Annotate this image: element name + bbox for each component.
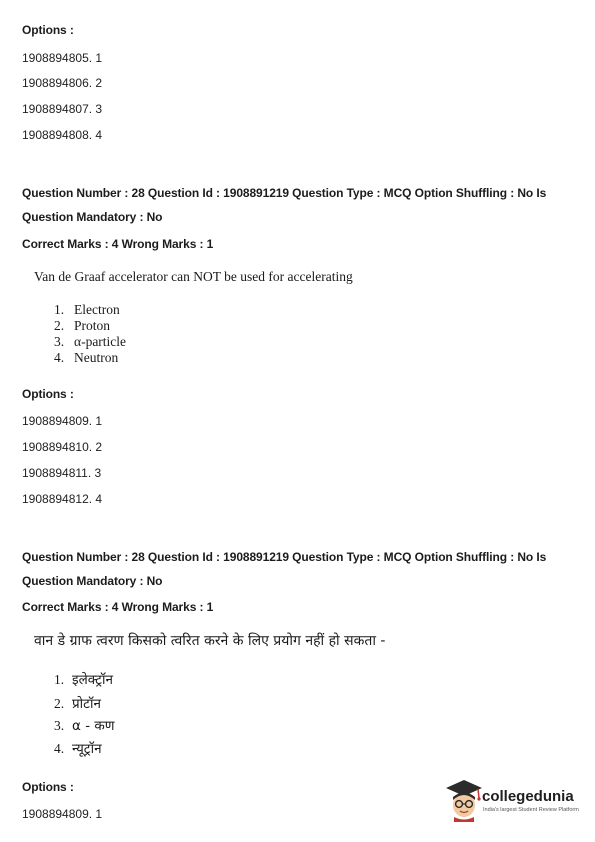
options-label: Options : [22,23,74,37]
options-label: Options : [22,780,74,794]
choice-item: 2. प्रोटॉन [54,696,101,712]
choice-item: 1. Electron [54,302,120,317]
option-item: 1908894808. 4 [22,128,103,142]
question-text: वान डे ग्राफ त्वरण किसको त्वरित करने के लिए प्रयोग नहीं हो सकता - [34,633,386,649]
option-item: 1908894809. 1 [22,414,103,428]
question-mandatory: Question Mandatory : No [22,210,163,224]
option-item: 1908894810. 2 [22,440,103,454]
option-item: 1908894812. 4 [22,492,103,506]
choice-item: 3. α-particle [54,334,127,349]
choice-item: 4. न्यूट्रॉन [54,741,102,757]
option-item: 1908894807. 3 [22,102,103,116]
collegedunia-logo [444,778,584,822]
choice-item: 2. Proton [54,318,111,333]
option-item: 1908894811. 3 [22,466,102,480]
logo-wordmark: collegedunia [482,788,574,805]
choice-item: 4. Neutron [54,350,119,365]
question-text: Van de Graaf accelerator can NOT be used for accelerating [34,269,353,284]
choice-item: 1. इलेक्ट्रॉन [54,672,113,688]
graduate-mascot-icon [444,778,484,822]
choice-list [54,302,126,366]
question-header: Question Number : 28 Question Id : 1908891219 Question Type : MCQ Option Shuffling : No Is [22,550,547,564]
option-item: 1908894809. 1 [22,807,103,821]
options-label: Options : [22,387,74,401]
choice-item: 3. α - कण [54,718,115,734]
question-mandatory: Question Mandatory : No [22,574,163,588]
logo-tagline: India's largest Student Review Platform [483,807,579,813]
option-item: 1908894805. 1 [22,51,103,65]
option-item: 1908894806. 2 [22,76,103,90]
marks-info: Correct Marks : 4 Wrong Marks : 1 [22,237,214,251]
question-header: Question Number : 28 Question Id : 1908891219 Question Type : MCQ Option Shuffling : No Is [22,186,547,200]
marks-info: Correct Marks : 4 Wrong Marks : 1 [22,600,214,614]
